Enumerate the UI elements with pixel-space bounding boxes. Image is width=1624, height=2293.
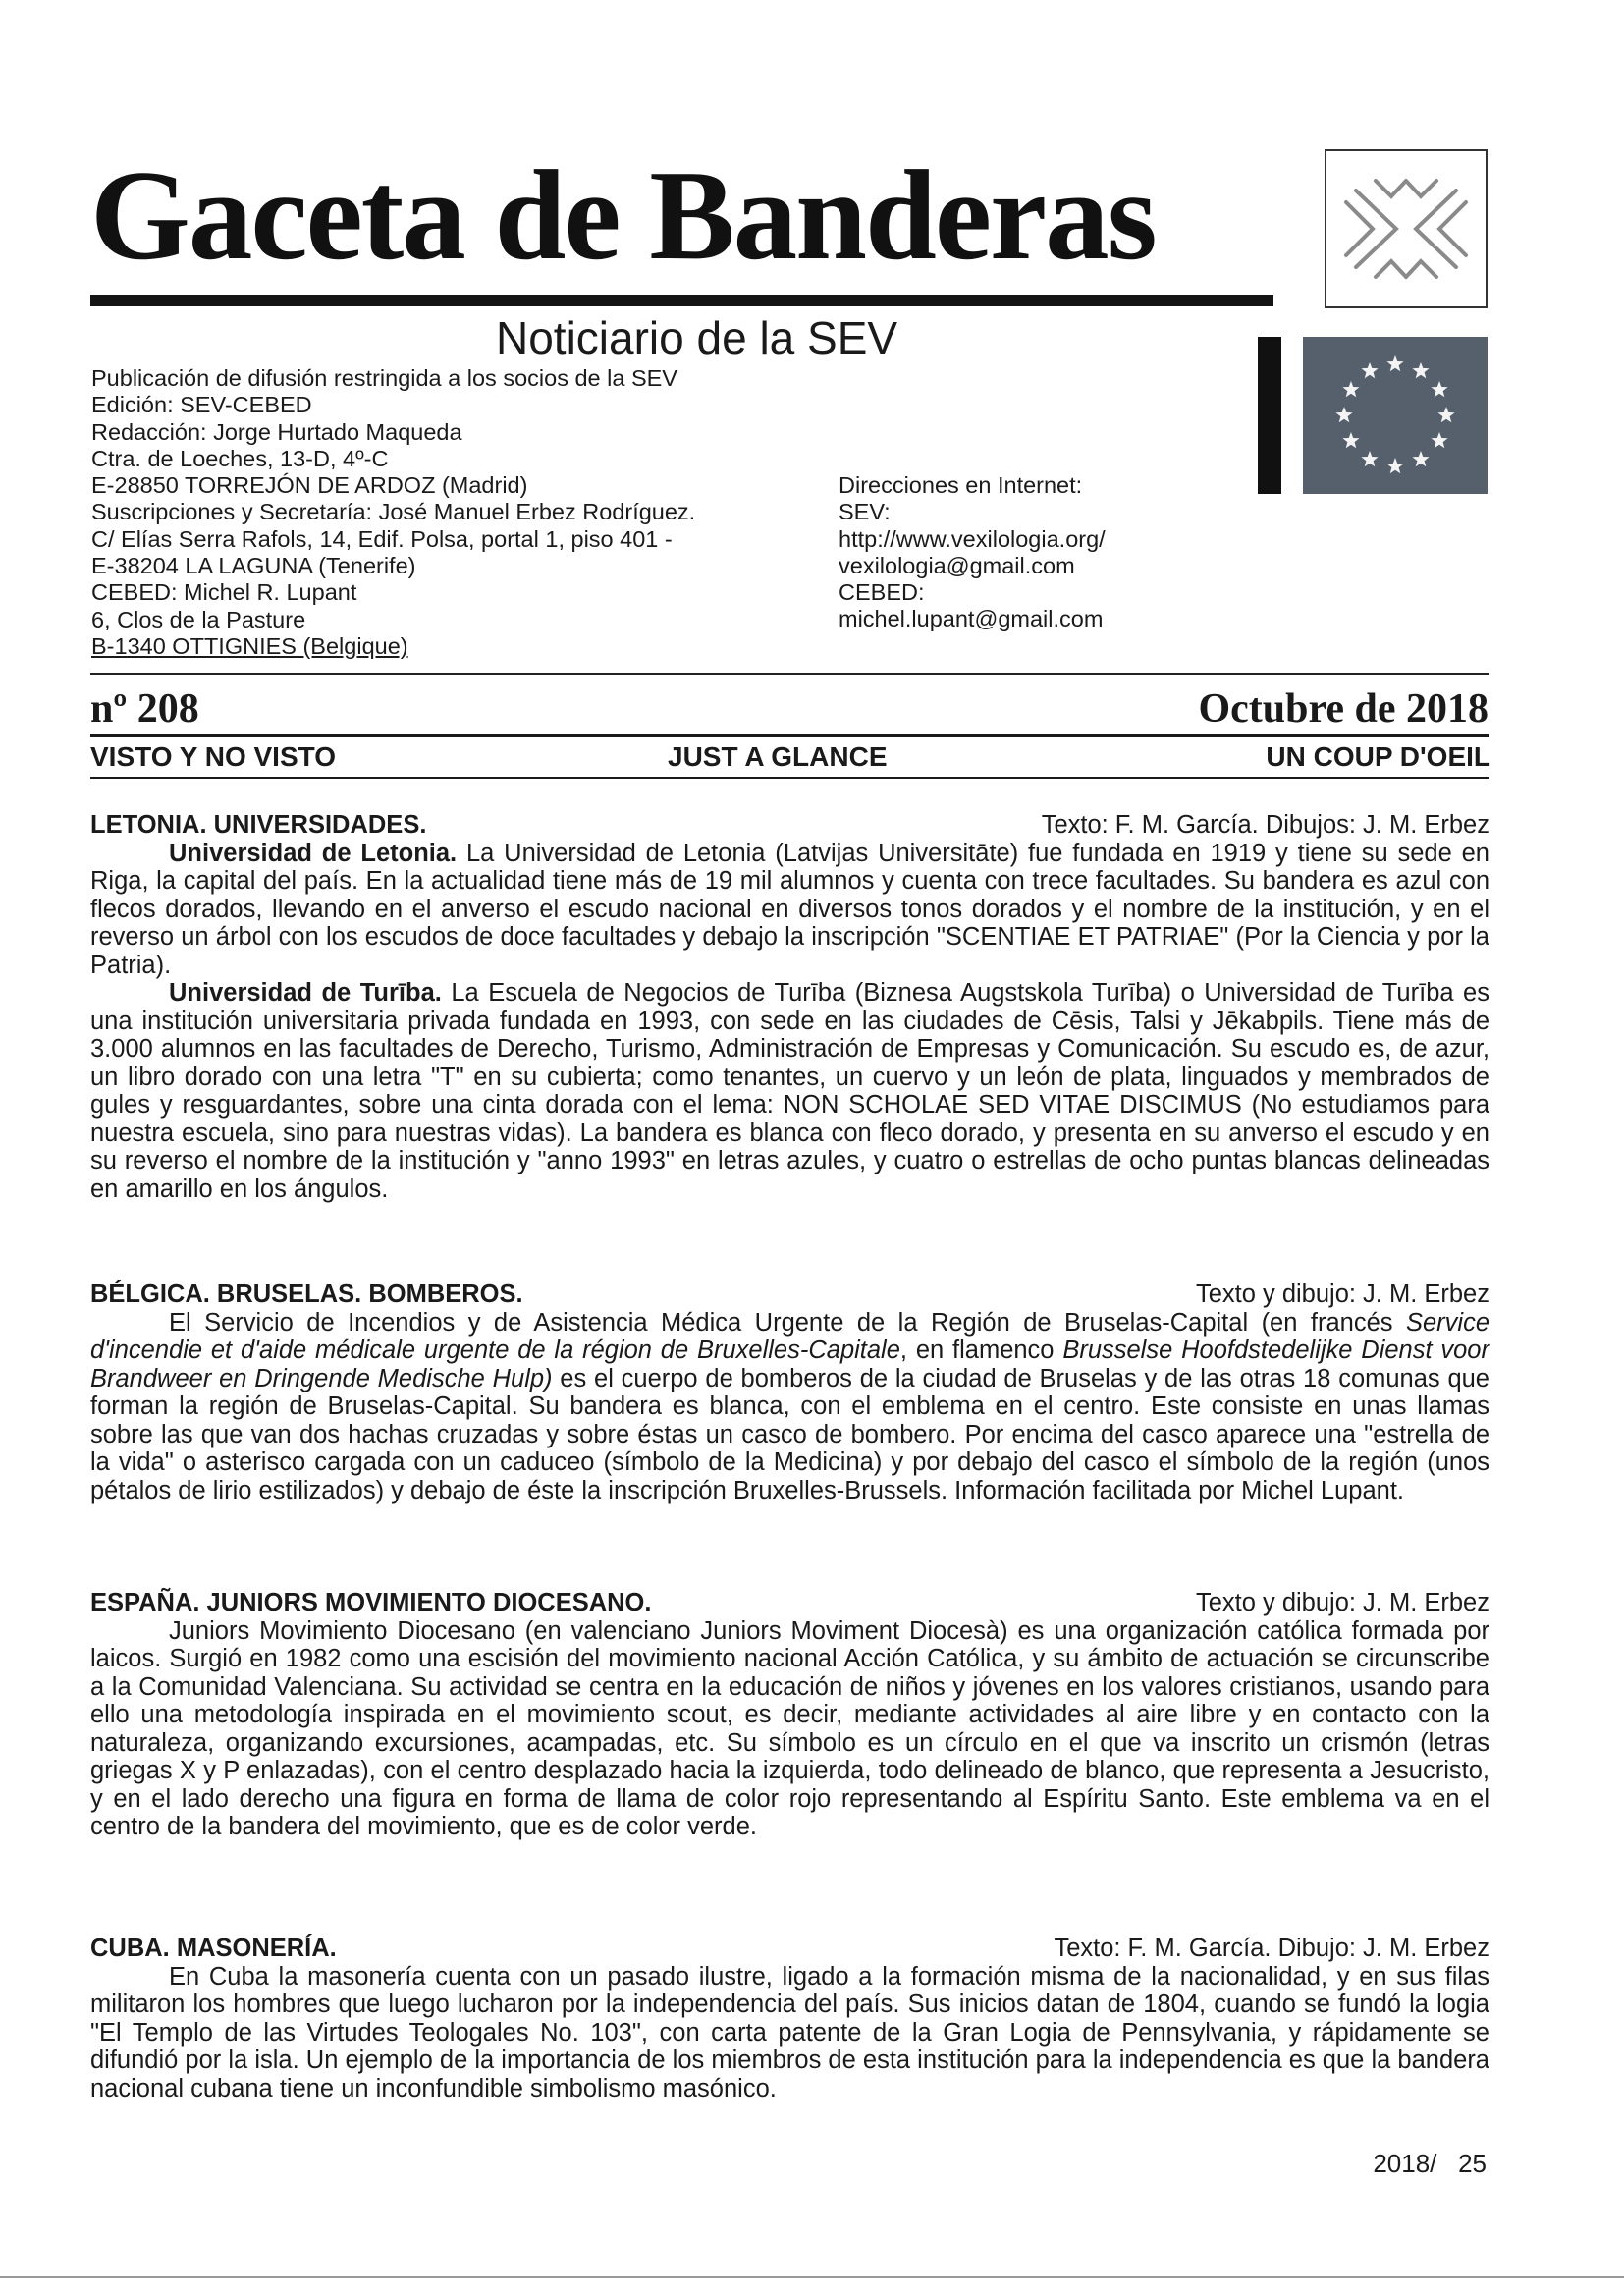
star-icon bbox=[1437, 407, 1454, 422]
star-icon bbox=[1412, 451, 1429, 466]
article-letonia bbox=[90, 811, 1489, 1203]
page-number: 2018/ 25 bbox=[1373, 2149, 1487, 2178]
article-credit: Texto: F. M. García. Dibujos: J. M. Erbez bbox=[1041, 811, 1489, 839]
article-title: BÉLGICA. BRUSELAS. BOMBEROS. bbox=[90, 1281, 523, 1308]
internet-addresses bbox=[839, 472, 1106, 633]
paragraph-lead: Universidad de Turība. bbox=[169, 979, 442, 1007]
email-link[interactable]: michel.lupant@gmail.com bbox=[839, 606, 1104, 632]
article-paragraph bbox=[90, 979, 1489, 1203]
info-line: 6, Clos de la Pasture bbox=[91, 606, 306, 632]
info-line: Suscripciones y Secretaría: José Manuel Erbez Rodríguez. bbox=[91, 499, 696, 525]
french-name: Service d'incendie et d'aide médicale urgente de la région de Bruxelles-Capitale bbox=[90, 1308, 1489, 1364]
article-paragraph bbox=[90, 840, 1489, 980]
star-icon bbox=[1342, 432, 1359, 448]
article-paragraph: Juniors Movimiento Diocesano (en valenciano Juniors Moviment Diocesà) es una organización católica formada por laicos. Surgió en 1982 como una escisión del movimiento nacional Acción Católica, y su ámbito de actuación se circunscribe a la Comunidad Valenciana. Su actividad se centra en la educación de niños y jóvenes en los valores cristianos, usando para ello una metodología inspirada en el movimiento scout, es decir, mediante actividades al aire libre y en contacto con la naturaleza, organizando excursiones, acampadas, etc. Su símbolo es un círculo en el que va inscrito un crismón (letras griegas X y P enlazadas), con el centro desplazado hacia la izquierda, todo delineado de blanco, que representa a Jesucristo, y en el lado derecho una figura en forma de llama de color rojo representando al Espíritu Santo. Este emblema va en el centro de la bandera del movimiento, que es de color verde. bbox=[90, 1616, 1489, 1840]
divider bbox=[90, 673, 1489, 675]
info-line: Redacción: Jorge Hurtado Maqueda bbox=[91, 418, 462, 445]
paragraph-text: El Servicio de Incendios y de Asistencia Médica Urgente de la Región de Bruselas-Capital (en francés bbox=[169, 1308, 1406, 1337]
info-line: CEBED: Michel R. Lupant bbox=[91, 579, 357, 606]
article-cuba bbox=[90, 1935, 1489, 2102]
article-belgica bbox=[90, 1281, 1489, 1504]
article-credit: Texto y dibujo: J. M. Erbez bbox=[1195, 1281, 1489, 1308]
info-line: B-1340 OTTIGNIES (Belgique) bbox=[91, 632, 408, 659]
info-line: SEV: bbox=[839, 499, 891, 525]
star-icon bbox=[1386, 355, 1403, 371]
website-link[interactable]: http://www.vexilologia.org/ bbox=[839, 525, 1106, 552]
info-line: C/ Elías Serra Rafols, 14, Edif. Polsa, portal 1, piso 401 - bbox=[91, 525, 673, 552]
paragraph-text: es el cuerpo de bomberos de la ciudad de Bruselas y de las otras 18 comunas que forman la región de Bruselas-Capital. Su bandera es blanca, con el emblema en el centro. Este consiste en unas llamas sobre las que van dos hachas cruzadas y sobre éstas un casco de bombero. Por encima del casco aparece una "estrella de la vida" o asterisco cargada con un caduceo (símbolo de la Medicina) y por debajo del casco el símbolo de la región (unos pétalos de lirio estilizados) y debajo de éste la inscripción Bruxelles-Brussels. Información facilitada por Michel Lupant. bbox=[90, 1364, 1489, 1504]
star-icon bbox=[1335, 407, 1352, 422]
article-title: CUBA. MASONERÍA. bbox=[90, 1935, 337, 1962]
paragraph-text: La Universidad de Letonia (Latvijas Universitāte) fue fundada en 1919 y tiene su sede en Riga, la capital del país. En la actualidad tiene más de 19 mil alumnos y cuenta con trece facultades. Su bandera es azul con flecos dorados, llevando en el anverso el escudo nacional en diversos tonos dorados y el nombre de la institución, y en el reverso un árbol con los escudos de doce facultades y debajo la inscripción "SCENTIAE ET PATRIAE" (Por la Ciencia y por la Patria). bbox=[90, 839, 1489, 979]
star-icon bbox=[1361, 362, 1378, 378]
issue-number: nº 208 bbox=[90, 686, 199, 732]
sev-x-logo-icon bbox=[1325, 149, 1488, 308]
info-line: Ctra. de Loeches, 13-D, 4º-C bbox=[91, 445, 389, 471]
bottom-edge-rule bbox=[0, 2276, 1624, 2278]
star-icon bbox=[1386, 458, 1403, 473]
article-credit: Texto: F. M. García. Dibujo: J. M. Erbez bbox=[1054, 1935, 1489, 1962]
email-link[interactable]: vexilologia@gmail.com bbox=[839, 552, 1075, 578]
paragraph-text: , en flamenco bbox=[899, 1337, 1063, 1364]
paragraph-lead: Universidad de Letonia. bbox=[169, 839, 458, 867]
masthead-title: Gaceta de Banderas bbox=[90, 144, 1156, 287]
star-icon bbox=[1342, 381, 1359, 397]
article-title: LETONIA. UNIVERSIDADES. bbox=[90, 811, 427, 839]
flag-hoist-bar bbox=[1258, 337, 1281, 494]
issue-date: Octubre de 2018 bbox=[1198, 686, 1489, 732]
section-title-es: VISTO Y NO VISTO bbox=[90, 741, 337, 772]
info-line: E-28850 TORREJÓN DE ARDOZ (Madrid) bbox=[91, 472, 528, 499]
section-title-en: JUST A GLANCE bbox=[668, 741, 888, 772]
article-paragraph: En Cuba la masonería cuenta con un pasado ilustre, ligado a la formación misma de la nacionalidad, y en sus filas militaron los hombres que luego lucharon por la independencia del país. Sus inicios datan de 1804, cuando se fundó la logia "El Templo de las Virtudes Teologales No. 103", con carta patente de la Gran Logia de Pennsylvania, y rápidamente se difundió por la isla. Un ejemplo de la importancia de los miembros de esta institución para la independencia es que la bandera nacional cubana tiene un inconfundible simbolismo masónico. bbox=[90, 1962, 1489, 2102]
eu-flag-icon bbox=[1258, 337, 1488, 494]
article-title: ESPAÑA. JUNIORS MOVIMIENTO DIOCESANO. bbox=[90, 1589, 652, 1616]
info-line: E-38204 LA LAGUNA (Tenerife) bbox=[91, 553, 416, 579]
star-icon bbox=[1431, 432, 1447, 448]
article-espana bbox=[90, 1589, 1489, 1841]
article-paragraph bbox=[90, 1309, 1489, 1505]
publication-info bbox=[91, 365, 695, 660]
info-line: CEBED: bbox=[839, 579, 925, 606]
paragraph-text: La Escuela de Negocios de Turība (Biznesa Augstskola Turība) o Universidad de Turība es una institución universitaria privada fundada en 1993, con sede en las ciudades de Cēsis, Talsi y Jēkabpils. Tiene más de 3.000 alumnos en las facultades de Derecho, Turismo, Administración de Empresas y Comunicación. Su escudo es, de azur, un libro dorado con una letra "T" en su cubierta; como tenantes, un cuervo y un león de plata, linguados y membrados de gules y resguardantes, sobre una cinta dorada con el lema: NON SCHOLAE SED VITAE DISCIMUS (No estudiamos para nuestra escuela, sino para nuestras vidas). La bandera es blanca con fleco dorado, y presenta en su anverso el escudo y en su reverso el nombre de la institución y "anno 1993" en letras azules, y cuatro o estrellas de ocho puntas blancas delineadas en amarillo en los ángulos. bbox=[90, 979, 1489, 1203]
info-line: Publicación de difusión restringida a los socios de la SEV bbox=[91, 365, 677, 391]
masthead-rule bbox=[90, 295, 1273, 306]
star-icon bbox=[1361, 451, 1378, 466]
star-icon bbox=[1412, 362, 1429, 378]
divider bbox=[90, 777, 1489, 779]
info-line: Direcciones en Internet: bbox=[839, 472, 1083, 498]
divider bbox=[90, 734, 1489, 737]
info-line: Edición: SEV-CEBED bbox=[91, 392, 312, 418]
article-credit: Texto y dibujo: J. M. Erbez bbox=[1195, 1589, 1489, 1616]
section-title-fr: UN COUP D'OEIL bbox=[1266, 741, 1490, 772]
flag-field bbox=[1303, 337, 1488, 494]
flemish-name: Brusselse Hoofdstedelijke Dienst voor Brandweer en Dringende Medische Hulp) bbox=[90, 1337, 1489, 1392]
star-icon bbox=[1431, 381, 1447, 397]
masthead-subtitle: Noticiario de la SEV bbox=[496, 312, 898, 363]
